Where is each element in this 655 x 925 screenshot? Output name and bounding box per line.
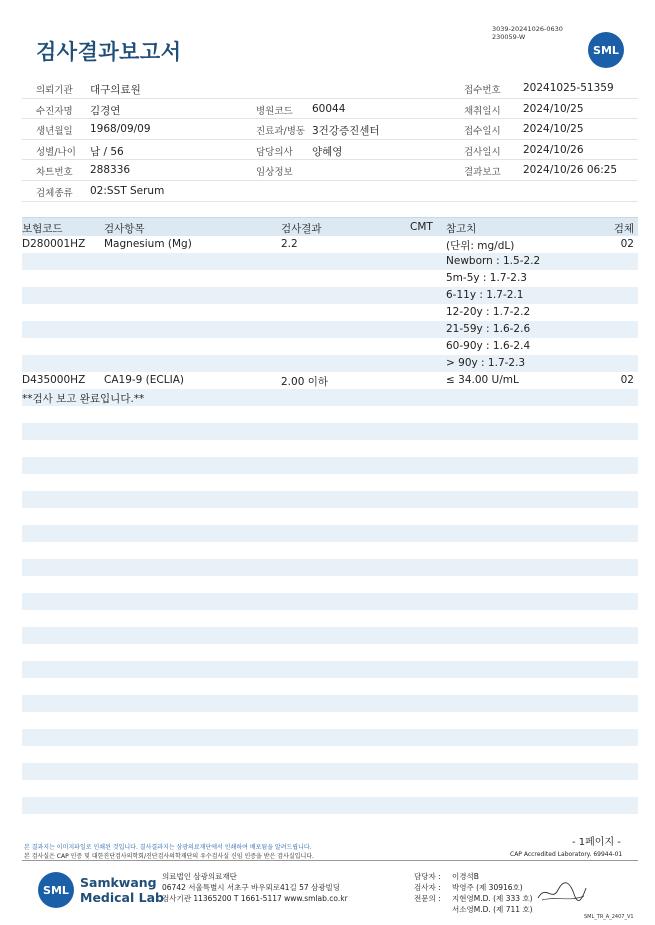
info-label: 생년월일 (36, 126, 73, 138)
staff-info (414, 871, 533, 915)
cell-ref: 12-20y : 1.7-2.2 (446, 306, 531, 318)
table-row-empty (22, 797, 638, 814)
table-row-empty (22, 712, 638, 729)
info-value: 20241025-51359 (523, 82, 614, 94)
results-table-header (22, 217, 638, 236)
info-value: 60044 (312, 102, 346, 115)
cell-ref: ≤ 34.00 U/mL (446, 374, 519, 386)
report-title: 검사결과보고서 (36, 40, 182, 64)
staff-name: 지현영M.D. (제 333 호) (452, 894, 533, 903)
table-row (22, 236, 638, 253)
info-row (22, 78, 638, 99)
info-value: 양혜영 (312, 145, 343, 158)
cell-name: Magnesium (Mg) (104, 238, 192, 250)
info-value: 2024/10/25 (523, 123, 584, 136)
cell-code: **검사 보고 완료입니다.** (22, 393, 145, 405)
table-row-empty (22, 610, 638, 627)
table-row (22, 287, 638, 304)
brand-line: Medical Lab (80, 890, 164, 905)
table-row-empty (22, 491, 638, 508)
staff-role: 검사자 : (414, 883, 441, 892)
info-row (22, 119, 638, 140)
info-label: 의뢰기관 (36, 85, 73, 96)
info-row (22, 140, 638, 161)
info-label: 임상정보 (256, 167, 293, 179)
table-row (22, 355, 638, 372)
results-table-body (22, 236, 638, 831)
table-row-empty (22, 508, 638, 525)
info-row (22, 181, 638, 202)
table-row-empty (22, 780, 638, 797)
cap-accreditation: CAP Accredited Laboratory. 69944-01 (510, 851, 623, 858)
staff-role: 전문의 : (414, 894, 441, 903)
info-label: 검사일시 (464, 146, 501, 158)
table-row-empty (22, 729, 638, 746)
cell-spec: 02 (620, 374, 634, 386)
table-row-empty (22, 440, 638, 457)
cell-ref: Newborn : 1.5-2.2 (446, 255, 541, 267)
org-line: 06742 서울특별시 서초구 바우뫼로41길 57 삼광빌딩 (162, 883, 341, 892)
table-row (22, 389, 638, 406)
table-row-empty (22, 406, 638, 423)
document-id (492, 25, 563, 41)
table-row-empty (22, 627, 638, 644)
table-row (22, 304, 638, 321)
table-row-empty (22, 576, 638, 593)
info-value: 2024/10/25 (523, 102, 584, 115)
cell-ref: 6-11y : 1.7-2.1 (446, 289, 524, 301)
table-row-empty (22, 661, 638, 678)
header-code: 보험코드 (22, 223, 63, 235)
cell-name: CA19-9 (ECLIA) (104, 374, 184, 386)
cell-code: D280001HZ (22, 238, 86, 250)
table-row-empty (22, 525, 638, 542)
staff-name: 박영주 (제 30916호) (452, 883, 523, 892)
info-value: 2024/10/26 06:25 (523, 164, 618, 177)
cell-spec: 02 (620, 238, 634, 250)
cell-code: D435000HZ (22, 374, 86, 386)
table-row (22, 270, 638, 287)
table-row-empty (22, 746, 638, 763)
info-row (22, 160, 638, 181)
info-label: 차트번호 (36, 167, 73, 179)
cell-ref: 5m-5y : 1.7-2.3 (446, 272, 527, 284)
cell-ref: 60-90y : 1.6-2.4 (446, 340, 531, 352)
info-row (22, 99, 638, 120)
signature-icon (536, 880, 588, 906)
info-label: 검체종류 (36, 187, 73, 199)
cell-ref: 21-59y : 1.6-2.6 (446, 323, 531, 335)
table-row-empty (22, 644, 638, 661)
table-row-empty (22, 542, 638, 559)
table-row (22, 338, 638, 355)
brand-line: Samkwang (80, 875, 157, 890)
table-row (22, 253, 638, 270)
staff-name: 서소영M.D. (제 711 호) (452, 905, 533, 914)
table-row-empty (22, 559, 638, 576)
table-row-empty (22, 678, 638, 695)
table-row (22, 321, 638, 338)
document-id-line: 3039-20241026-0630 (492, 25, 563, 33)
page-number: - 1페이지 - (572, 837, 621, 848)
info-label: 채취일시 (464, 105, 501, 117)
organization-info (162, 871, 348, 904)
info-label: 병원코드 (256, 105, 293, 117)
info-label: 접수일시 (464, 126, 501, 138)
staff-role: 담당자 : (414, 872, 441, 881)
sml-logo-icon: SML (588, 32, 624, 68)
info-label: 진료과/병동 (256, 126, 306, 138)
form-code: SML_TR_A_2407_V1 (584, 914, 634, 920)
accreditation-notice: 본 검사실은 CAP 인증 및 대한진단검사의학회/진단검사의학재단의 우수검사실 신임 인증을 받은 검사실입니다. (24, 853, 314, 860)
footer-divider (22, 860, 638, 861)
print-notice: 본 결과지는 이미지파일로 인쇄된 것입니다. 결사결과지는 삼광의료재단에서 인쇄하여 배포됨을 알려드립니다. (24, 844, 312, 851)
info-value: 02:SST Serum (90, 184, 165, 197)
cell-ref: > 90y : 1.7-2.3 (446, 357, 526, 369)
info-value: 2024/10/26 (523, 143, 584, 156)
info-label: 담당의사 (256, 146, 293, 158)
table-row-empty (22, 814, 638, 831)
info-value: 김경연 (90, 104, 121, 117)
header-cmt: CMT (410, 221, 433, 233)
table-row-empty (22, 457, 638, 474)
info-label: 성별/나이 (36, 146, 76, 158)
table-row-empty (22, 593, 638, 610)
org-line: 검사기관 11365200 T 1661-5117 www.smlab.co.kr (162, 894, 348, 903)
header-result: 검사결과 (281, 223, 322, 235)
info-value: 남 / 56 (90, 145, 124, 158)
staff-name: 이경석B (452, 872, 479, 881)
info-value: 1968/09/09 (90, 123, 151, 136)
table-row-empty (22, 763, 638, 780)
document-id-line: 230059-W (492, 33, 526, 41)
header-spec: 검체 (613, 223, 634, 235)
table-row-empty (22, 423, 638, 440)
info-label: 접수번호 (464, 85, 501, 96)
org-line: 의료법인 삼광의료재단 (162, 872, 237, 881)
header-name: 검사항목 (104, 223, 145, 235)
info-value: 3건강증진센터 (312, 125, 380, 138)
patient-info-table (22, 78, 638, 202)
table-row (22, 372, 638, 389)
cell-result: 2.00 이하 (281, 376, 329, 388)
info-value: 288336 (90, 164, 131, 177)
brand-name (80, 875, 164, 905)
info-label: 수진자명 (36, 105, 73, 117)
table-row-empty (22, 695, 638, 712)
sml-logo-icon: SML (38, 872, 74, 908)
cell-result: 2.2 (281, 238, 298, 250)
table-row-empty (22, 474, 638, 491)
cell-ref: (단위: mg/dL) (446, 240, 515, 252)
info-label: 결과보고 (464, 167, 501, 179)
info-value: 대구의료원 (90, 84, 141, 96)
header-ref: 참고치 (446, 223, 477, 235)
